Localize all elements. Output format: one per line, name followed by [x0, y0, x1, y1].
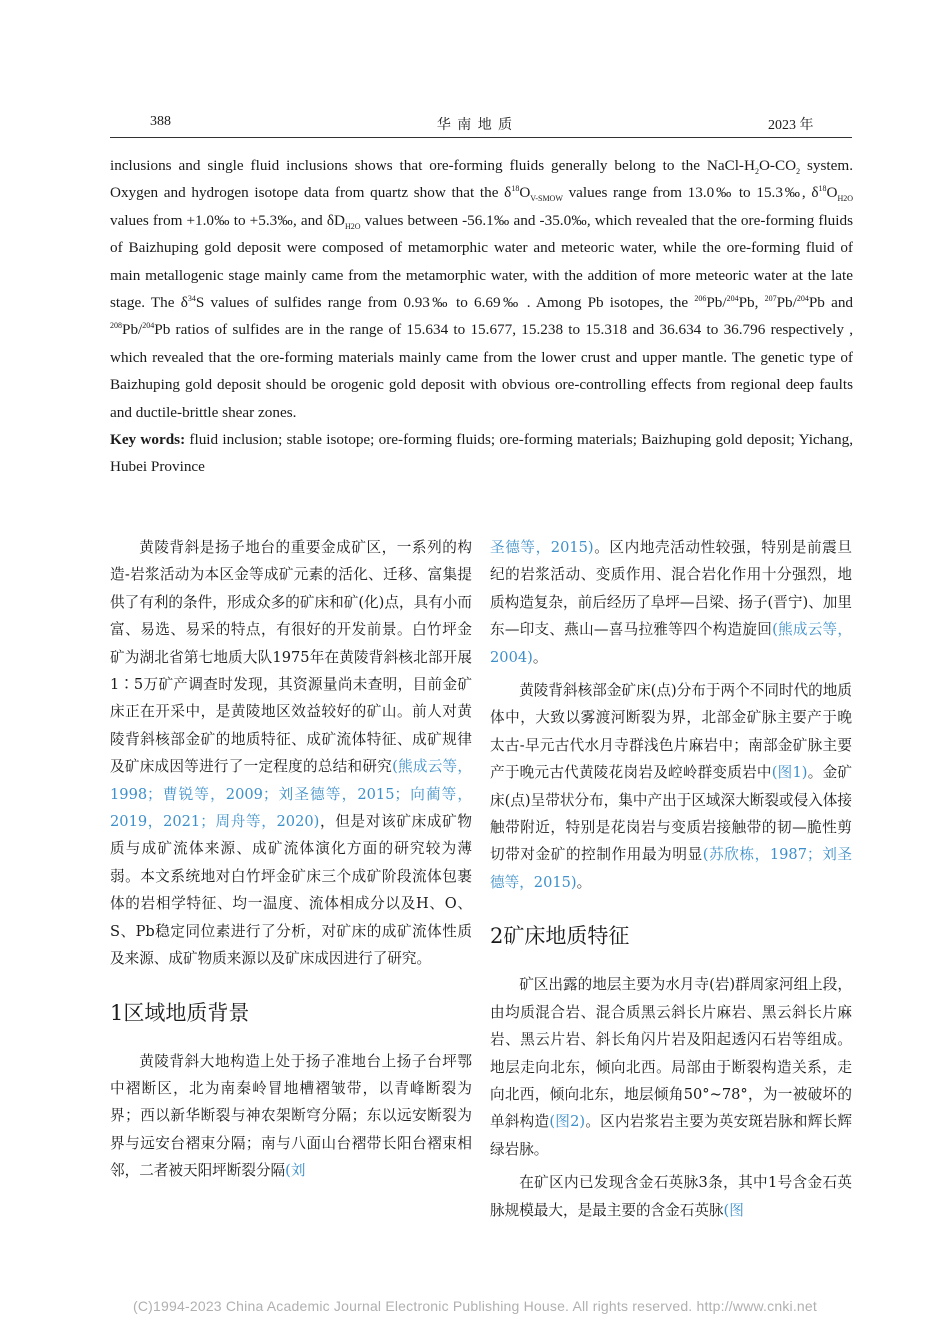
figure-link[interactable]: (图2)	[549, 1113, 586, 1131]
page-number: 388	[150, 114, 171, 129]
figure-link[interactable]: (图	[723, 1201, 744, 1219]
copyright-footer: (C)1994-2023 China Academic Journal Electronic Publishing House. All rights reserved. http://www.cnki.net	[133, 1298, 817, 1314]
citation-link[interactable]: (刘	[285, 1162, 306, 1180]
citation-link[interactable]: (熊成云等，1998；曹锐等，2009；刘圣德等，2015；向蔺等，2019，2021；周舟等，2020)	[110, 758, 472, 831]
journal-title: 华 南 地 质	[436, 117, 514, 133]
section-1-paragraph: 黄陵背斜大地构造上处于扬子准地台上扬子台坪鄂中褶断区，北为南秦岭冒地槽褶皱带，以青峰断裂为界；西以新华断裂与神农架断穹分隔；东以远安断裂为界与远安台褶束分隔；南与八面山台褶带长阳台褶束相邻，二者被天阳坪断裂分隔(刘	[110, 1052, 472, 1180]
continued-paragraph: 圣德等，2015)。区内地壳活动性较强，特别是前震旦纪的岩浆活动、变质作用、混合岩化作用十分强烈，地质构造复杂，前后经历了阜坪—吕梁、扬子(晋宁)、加里东—印支、燕山—喜马拉雅等四个构造旋回(熊成云等，2004)。	[490, 539, 852, 666]
figure-link[interactable]: (图1)	[771, 764, 808, 782]
header-rule	[110, 137, 852, 138]
keywords-label: Key words:	[110, 431, 186, 449]
paragraph-gold-distribution: 黄陵背斜核部金矿床(点)分布于两个不同时代的地质体中，大致以雾渡河断裂为界，北部金矿脉主要产于晚太古-早元古代水月寺群浅色片麻岩中；南部金矿脉主要产于晚元古代黄陵花岗岩及崆岭群变质岩中(图1)。金矿床(点)呈带状分布，集中产出于区域深大断裂或侵入体接触带附近，特别是花岗岩与变质岩接触带的韧—脆性剪切带对金矿的控制作用最为明显(苏欣栋，1987；刘圣德等，2015)。	[490, 682, 852, 891]
keywords-text: fluid inclusion; stable isotope; ore-forming fluids; ore-forming materials; Baizhuping gold deposit; Yichang, Hubei Province	[110, 431, 853, 476]
citation-link[interactable]: 圣德等，2015)	[490, 539, 594, 556]
year: 2023 年	[768, 118, 814, 133]
citation-link[interactable]: (熊成云等，2004)	[490, 621, 852, 666]
abstract-english: inclusions and single fluid inclusions shows that ore-forming fluids generally belong to the NaCl-$H_2O-CO_2$ system. Oxygen and hydrogen isotope data from quartz show that the $\delta^{18}O_{V-SMOW}$ values range from 13.0‰ to 15.3‰, $\delta^{18}O_{H2O}$ values from +1.0‰ to +5.3‰, and $\delta D_{H2O}$ values between -56.1‰ and -35.0‰, which revealed that the ore-forming fluids of Baizhuping gold deposit were composed of metamorphic water and meteoric water, while the ore-forming fluid of main metallogenic stage mainly came from the metamorphic water, with the addition of more meteoric water at the late stage. The $\delta^{34}S$ values of sulfides range from 0.93‰ to 6.69‰ . Among Pb isotopes, the $^{206}$Pb/$^{204}$Pb, $^{207}$Pb/$^{204}$Pb and $^{208}$Pb/$^{204}$Pb ratios of sulfides are in the range of 15.634 to 15.677, 15.238 to 15.318 and 36.634 to 36.796 respectively , which revealed that the ore-forming materials mainly came from the lower crust and upper mantle. The genetic type of Baizhuping gold deposit should be orogenic gold deposit with obvious ore-controlling effects from regional deep faults and ductile-brittle shear zones. Key words: fluid inclusion; stable isotope; ore-forming fluids; ore-forming materials; Baizhuping gold deposit; Yichang, Hubei Province	[110, 157, 854, 476]
right-column	[490, 534, 852, 1224]
citation-link[interactable]: (苏欣栋，1987；刘圣德等，2015)	[490, 846, 852, 891]
paragraph-strata: 矿区出露的地层主要为水月寺(岩)群周家河组上段，由均质混合岩、混合质黑云斜长片麻岩、黑云斜长片麻岩、黑云片岩、斜长角闪片岩及阳起透闪石岩等组成。地层走向北东，倾向北西。局部由于断裂构造关系，走向北西，倾向北东，地层倾角50°~78°，为一被破坏的单斜构造(图2)。区内岩浆岩主要为英安斑岩脉和辉长辉绿岩脉。	[490, 976, 852, 1158]
section-2-title: 2矿床地质特征	[490, 924, 630, 949]
section-1-title: 1区域地质背景	[110, 1000, 250, 1025]
left-column	[110, 534, 472, 1185]
intro-paragraph: 黄陵背斜是扬子地台的重要金成矿区，一系列的构造-岩浆活动为本区金等成矿元素的活化、迁移、富集提供了有利的条件，形成众多的矿床和矿(化)点，具有小而富、易选、易采的特点，有很好的开发前景。白竹坪金矿为湖北省第七地质大队1975年在黄陵背斜核北部开展1∶5万矿产调查时发现，其资源量尚未查明，目前金矿床正在开采中，是黄陵地区效益较好的矿山。前人对黄陵背斜核部金矿的地质特征、成矿流体特征、成矿规律及矿床成因等进行了一定程度的总结和研究(熊成云等，1998；曹锐等，2009；刘圣德等，2015；向蔺等，2019，2021；周舟等，2020)，但是对该矿床成矿物质与成矿流体来源、成矿流体演化方面的研究较为薄弱。本文系统地对白竹坪金矿床三个成矿阶段流体包裹体的岩相学特征、均一温度、流体相成分以及H、O、S、Pb稳定同位素进行了分析，对矿床的成矿流体性质及来源、成矿物质来源以及矿床成因进行了研究。	[110, 539, 472, 968]
paragraph-quartz-veins: 在矿区内已发现含金石英脉3条，其中1号含金石英脉规模最大，是最主要的含金石英脉(图	[490, 1174, 852, 1219]
